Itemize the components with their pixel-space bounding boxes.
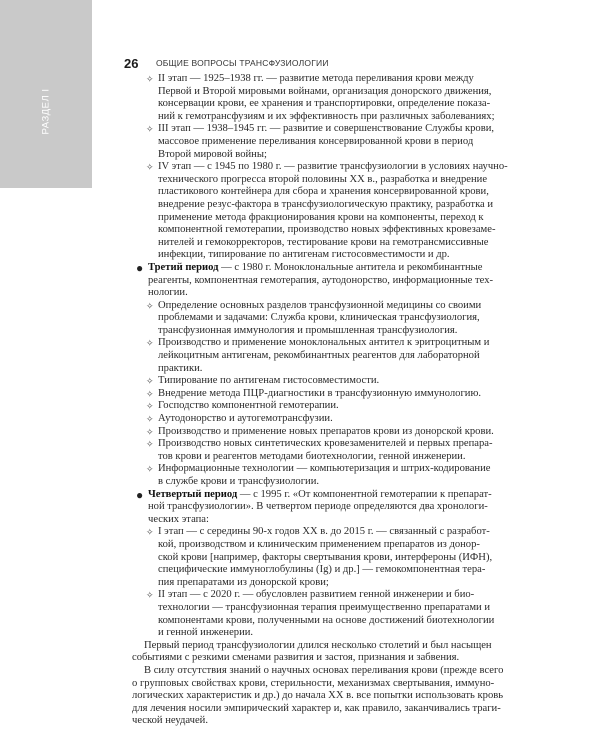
text-line: ческой неудачей. xyxy=(132,715,208,727)
text-line: Типирование по антигенам гистосовместимости. xyxy=(158,375,380,387)
fourth-period-title: Четвертый период xyxy=(148,488,238,500)
diamond-bullet-icon: ✧ xyxy=(146,388,154,399)
bullet-dot-icon: ● xyxy=(136,487,144,502)
text-line: Производство и применение моноклональных антител к эритроцитным и xyxy=(158,337,490,349)
list-item xyxy=(140,426,568,439)
text-line: III этап — 1938–1945 гг. — развитие и совершенствование Службы крови, xyxy=(158,123,495,135)
text-line: консервации крови, ее хранения и транспортировки, определение показа- xyxy=(158,98,491,110)
diamond-bullet-icon: ✧ xyxy=(146,590,154,601)
text-line: лейкоцитным антигенам, рекомбинантных реагентов для лабораторной xyxy=(158,350,480,362)
diamond-bullet-icon: ✧ xyxy=(146,124,154,135)
text-line: ческих этапа: xyxy=(148,513,209,525)
diamond-bullet-icon: ✧ xyxy=(146,414,154,425)
text-line: пия препаратами из донорской крови; xyxy=(158,576,329,588)
text-line: II этап — 1925–1938 гг. — развитие метода переливания крови между xyxy=(158,73,474,84)
list-item xyxy=(140,161,568,262)
text-line: II этап — с 2020 г. — обусловлен развитием генной инженерии и био- xyxy=(158,589,475,601)
text-line: Господство компонентной гемотерапии. xyxy=(158,400,339,412)
text-line: Первой и Второй мировыми войнами, организация донорского движения, xyxy=(158,85,492,97)
text-line: массовое применение переливания консервированной крови в период xyxy=(158,135,474,147)
text-line: Внедрение метода ПЦР-диагностики в трансфузионную иммунологию. xyxy=(158,387,482,399)
text-line: — с 1995 г. «От компонентной гемотерапии к препарат- xyxy=(239,488,492,500)
text-line: событиями с резкими сменами развития и застоя, признания и забвения. xyxy=(132,652,460,664)
list-item xyxy=(140,589,568,639)
text-line: IV этап — с 1945 по 1980 г. — развитие трансфузиологии в условиях научно- xyxy=(158,161,508,173)
text-line: ской крови [например, факторы свертывания крови, интерфероны (ИФН), xyxy=(158,551,493,563)
text-line: кой, производством и клиническим применением препаратов из донор- xyxy=(158,538,480,550)
page-number: 26 xyxy=(124,56,139,71)
diamond-bullet-icon: ✧ xyxy=(146,464,154,475)
text-line: В силу отсутствия знаний о научных основах переливания крови (прежде всего xyxy=(144,664,504,676)
text-line: тов крови и реагентов методами биотехнологии, генной инженерии. xyxy=(158,450,466,462)
text-line: ной трансфузиологии». В четвертом периоде определяются два хронологи- xyxy=(148,501,488,513)
diamond-bullet-icon: ✧ xyxy=(146,527,154,538)
text-line: Информационные технологии — компьютеризация и штрих-кодирование xyxy=(158,463,491,475)
text-line: проблемами и задачами: Служба крови, клиническая трансфузиология, xyxy=(158,312,480,324)
text-line: Производство новых синтетических кровезаменителей и первых препара- xyxy=(158,438,493,450)
diamond-bullet-icon: ✧ xyxy=(146,426,154,437)
list-item xyxy=(140,388,568,401)
fourth-period-item xyxy=(136,487,568,527)
diamond-bullet-icon: ✧ xyxy=(146,74,154,84)
diamond-bullet-icon: ✧ xyxy=(146,401,154,412)
page-body xyxy=(132,73,568,728)
text-line: компонентами крови, полученными на основе достижений биотехнологии xyxy=(158,614,495,626)
list-item xyxy=(140,375,568,388)
text-line: Аутодонорство и аутогемотрансфузии. xyxy=(158,413,333,425)
text-line: для лечения носили эмпирический характер и, как правило, заканчивались траги- xyxy=(132,702,501,714)
text-line: трансфузионная иммунология и промышленная трансфузиология. xyxy=(158,324,458,336)
diamond-bullet-icon: ✧ xyxy=(146,162,154,173)
text-line: компонентной гемотерапии, производство новых эффективных кровезаме- xyxy=(158,224,496,236)
third-period-item xyxy=(136,260,568,300)
text-line: Первый период трансфузиологии длился несколько столетий и был насыщен xyxy=(144,639,492,651)
text-line: технического прогресса второй половины XX в., разработка и внедрение xyxy=(158,173,488,185)
text-line: внедрение резус-фактора в трансфузиологическую практику, разработка и xyxy=(158,198,494,210)
text-line: технологии — трансфузионная терапия преимущественно препаратами и xyxy=(158,601,491,613)
paragraph xyxy=(132,665,568,728)
list-item xyxy=(140,438,568,463)
diamond-bullet-icon: ✧ xyxy=(146,376,154,387)
list-item xyxy=(140,413,568,426)
text-line: и генной инженерии. xyxy=(158,627,254,639)
list-item xyxy=(140,123,568,161)
text-line: применение метода фракционирования крови на компоненты, переход к xyxy=(158,211,484,223)
text-line: — с 1980 г. Моноклональные антитела и рекомбинантные xyxy=(221,261,483,273)
text-line: нологии. xyxy=(148,287,188,299)
text-line: специфические иммуноглобулины (Ig) и др.] — гемокомпонентная тера- xyxy=(158,564,486,576)
text-line: ний к гемотрансфузиям и их эффективность при различных заболеваниях; xyxy=(158,110,495,122)
text-line: практики. xyxy=(158,362,203,374)
text-line: реагенты, компонентная гемотерапия, аутодонорство, информационные тех- xyxy=(148,274,494,286)
text-line: Определение основных разделов трансфузионной медицины со своими xyxy=(158,299,482,311)
text-line: инфекции, типирование по антигенам гистосовместимости и др. xyxy=(158,249,450,261)
page-header xyxy=(124,56,584,70)
text-line: нителей и гемокорректоров, тестирование крови на гемотрансмиссивные xyxy=(158,236,489,248)
bullet-dot-icon: ● xyxy=(136,260,144,275)
section-side-tab xyxy=(0,0,92,188)
third-period-title: Третий период xyxy=(148,261,219,273)
paragraph xyxy=(132,640,568,665)
list-item xyxy=(140,73,568,123)
text-line: Производство и применение новых препаратов крови из донорской крови. xyxy=(158,425,494,437)
diamond-bullet-icon: ✧ xyxy=(146,439,154,450)
list-item xyxy=(140,400,568,413)
section-label: РАЗДЕЛ I xyxy=(40,88,52,135)
text-line: о групповых свойствах крови, стерильности, механизмах свертывания, иммуно- xyxy=(132,677,495,689)
diamond-bullet-icon: ✧ xyxy=(146,300,154,311)
text-line: I этап — с середины 90-х годов XX в. до 2015 г. — связанный с разработ- xyxy=(158,526,490,538)
text-line: в службе крови и трансфузиологии. xyxy=(158,476,320,487)
diamond-bullet-icon: ✧ xyxy=(146,338,154,349)
list-item xyxy=(140,337,568,375)
text-line: пластикового контейнера для сбора и хранения консервированной крови, xyxy=(158,186,489,198)
running-title: ОБЩИЕ ВОПРОСЫ ТРАНСФУЗИОЛОГИИ xyxy=(156,58,329,68)
list-item xyxy=(140,463,568,488)
list-item xyxy=(140,300,568,338)
text-line: Второй мировой войны; xyxy=(158,148,267,160)
list-item xyxy=(140,526,568,589)
text-line: логических характеристик и др.) до начала XX в. все попытки использовать кровь xyxy=(132,690,504,702)
